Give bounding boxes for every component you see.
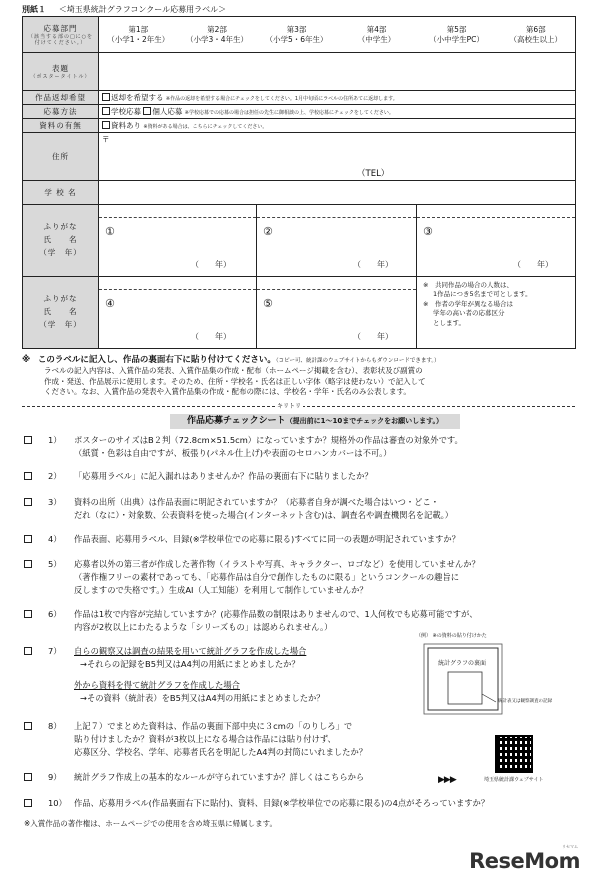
caution-main: このラベルに記入し、作品の裏面右下に貼り付けてください。 (37, 355, 276, 365)
division-2[interactable]: 第2部 （小学3・4年生） (178, 17, 257, 53)
attach-example-svg (412, 632, 572, 722)
check-box-3[interactable] (24, 498, 32, 506)
material-checkbox[interactable] (102, 121, 110, 129)
return-option: 返却を希望する (111, 93, 164, 102)
check-box-10[interactable] (24, 799, 32, 807)
check-item-2: 2） 「応募用ラベル」に記入漏れはありませんか？作品の裏面右下に貼りましたか？ (24, 470, 584, 483)
division-note: （該当する部の□に○を付けてください。） (27, 34, 94, 46)
check-box-7[interactable] (24, 647, 32, 655)
return-label: 作品返却希望 (23, 91, 99, 105)
title-label-cell (23, 53, 99, 91)
person-1-cell[interactable]: ① （ 年） (99, 205, 257, 277)
division-3[interactable]: 第3部 （小学5・6年生） (257, 17, 337, 53)
check-box-2[interactable] (24, 472, 32, 480)
arrows-icon: ▶▶▶ (438, 775, 456, 785)
person-label-cell-2: ふりがな 氏 名 （学 年） (23, 277, 99, 349)
sheet-header (22, 4, 226, 15)
sheet-title: ＜埼玉県統計グラフコンクール応募用ラベル＞ (58, 5, 227, 14)
division-6[interactable]: 第6部 （高校生以上） (497, 17, 576, 53)
check-item-7: 7） 自らの観察又は調査の結果を用いて統計グラフを作成した場合 →それらの記録をB5判又はA4判の用紙にまとめましたか？ 外から資料を得て統計グラフを作成した場合 →その資料（統計表）をB5判又はA4判の用紙にまとめましたか？ (24, 645, 404, 705)
title-input[interactable] (99, 53, 576, 91)
caution-small: （コピー可、統計課のウェブサイトからもダウンロードできます。） (275, 358, 440, 364)
check-box-9[interactable] (24, 773, 32, 781)
division-label: 応募部門 (43, 24, 78, 33)
person-3-cell[interactable]: ③ （ 年） (417, 205, 576, 277)
check-box-6[interactable] (24, 610, 32, 618)
sheet-label: 別紙１ (22, 5, 46, 14)
figure-note: 統計表又は観察調査の記録 (498, 699, 552, 704)
school-label: 学 校 名 (23, 181, 99, 205)
check-item-3: 3） 資料の出所（出典）は作品表面に明記されていますか？（応募者自身が調べた場合はいつ・どこ・ だれ（なに）・対象数、公表資料を使った場合(インターネット含む)は、調査名や調査機関名を記載。） (24, 496, 584, 522)
kiritori-label: キリトリ (277, 403, 302, 410)
tel-label: （TEL） (357, 169, 390, 179)
check-box-1[interactable] (24, 436, 32, 444)
figure-caption: （例） ※の資料の貼り付けかた (416, 633, 487, 639)
check-item-1: 1） ポスターのサイズはB２判（72.8cm×51.5cm）になっていますか？規格外の作品は審査の対象外です。 （紙質・色彩は自由ですが、板張り(パネル仕上げ)や表面のセロハンカバーは不可。） (24, 434, 584, 460)
division-4[interactable]: 第4部 （中学生） (337, 17, 417, 53)
qr-code-icon[interactable] (495, 735, 533, 773)
check-box-8[interactable] (24, 722, 32, 730)
check-item-10: 10） 作品、応募用ラベル(作品裏面右下に貼付)、資料、目録(※学校単位での応募に限る)の4点がそろっていますか？ (24, 797, 584, 810)
apply-school: 学校応募 (111, 107, 141, 116)
division-label-cell (23, 17, 99, 53)
apply-individual: 個人応募 (152, 107, 183, 116)
person-label-cell-1: ふりがな 氏 名 （学 年） (23, 205, 99, 277)
attach-example-figure (412, 632, 572, 722)
address-input[interactable] (99, 133, 576, 181)
check-item-9: 9） 統計グラフ作成上の基本的なルールが守られていますか？詳しくはこちらから (24, 771, 584, 784)
apply-school-checkbox[interactable] (102, 107, 110, 115)
group-note-cell: ※ 共同作品の場合の人数は、 1作品につき5名まで可とします。 ※ 作者の学年が異なる場合は 学年の高い者の応募区分 とします。 (417, 277, 576, 349)
title-label: 表題 (52, 64, 69, 73)
school-input[interactable] (99, 181, 576, 205)
material-note: ※資料がある場合は、こちらにチェックしてください。 (143, 124, 268, 130)
person-5-cell[interactable]: ⑤ （ 年） (257, 277, 417, 349)
material-option: 資料あり (111, 121, 141, 130)
check-item-8: 8） 上記７）でまとめた資料は、作品の裏面下部中央に３cmの「のりしろ」で 貼り付けましたか？資料が3枚以上になる場合は作品には貼り付けず、 応募区分、学校名、学年、応募者氏名を明記したA4判の封筒にいれましたか？ (24, 720, 494, 759)
check-item-4: 4） 作品表面、応募用ラベル、目録(※学校単位での応募に限る)すべてに同一の表題が明記されていますか？ (24, 533, 584, 546)
person-2-cell[interactable]: ② （ 年） (257, 205, 417, 277)
check-box-4[interactable] (24, 535, 32, 543)
figure-graph-label: 統計グラフの裏面 (438, 660, 487, 667)
checksheet-title: 作品応募チェックシート（提出前に1～10までチェックをお願いします。） (170, 414, 460, 429)
postal-mark: 〒 (102, 135, 110, 144)
logo-sub: リセマム (562, 844, 578, 849)
division-5[interactable]: 第5部 （小中学生PC） (417, 17, 497, 53)
material-label: 資料の有無 (23, 119, 99, 133)
apply-individual-checkbox[interactable] (143, 107, 151, 115)
address-label: 住所 (23, 133, 99, 181)
footer-note: ※入賞作品の著作権は、ホームページでの使用を含め埼玉県に帰属します。 (24, 819, 278, 828)
application-label-form (22, 16, 576, 349)
check-item-5: 5） 応募者以外の第三者が作成した著作物（イラストや写真、キャラクター、ロゴなど）を使用していませんか？ （著作権フリーの素材であっても、「応募作品は自分で創作したものに限る」というコンクールの趣旨に 反しますので失格です。）生成AI（人工知能）を利用して制作していませんか？ (24, 558, 584, 597)
resemom-logo: ReseMom (469, 849, 580, 873)
check-item-6: 6） 作品は1枚で内容が完結していますか？(応募作品数の制限はありませんので、1人何枚でも応募可能ですが、 内容が2枚以上にわたるような「シリーズもの」は認められません。） (24, 608, 584, 634)
qr-caption: 埼玉県統計課ウェブサイト (484, 777, 544, 783)
title-sub: （ポスタータイトル） (30, 74, 91, 80)
apply-note: ※学校応募での応募の場合は担任の先生に御相談の上、学校応募にチェックをしてください。 (184, 110, 394, 116)
division-1[interactable]: 第1部 （小学1・2年生） (99, 17, 178, 53)
check-box-5[interactable] (24, 560, 32, 568)
person-4-cell[interactable]: ④ （ 年） (99, 277, 257, 349)
caution-block: ※ このラベルに記入し、作品の裏面右下に貼り付けてください。（コピー可、統計課のウェブサイトからもダウンロードできます。） ラベルの記入内容は、入賞作品の発表、入賞作品集の作成・配布（ホームページ掲載を含む）、表彰状及び副賞の 作成・発送、作品展示に使用します。そのため、住所・学校名・氏名は正しい字体（略字は使わない）で記入して ください。なお、入賞作品の発表や入賞作品集の作成・配布の際には、学校名・学年・氏名のみ公表します。 (22, 355, 440, 396)
return-checkbox[interactable] (102, 93, 110, 101)
return-note: ※作品の返却を希望する場合にチェックをしてください。1月中旬頃にラベルの住所あてに返却します。 (165, 96, 398, 102)
apply-label: 応募方法 (23, 105, 99, 119)
